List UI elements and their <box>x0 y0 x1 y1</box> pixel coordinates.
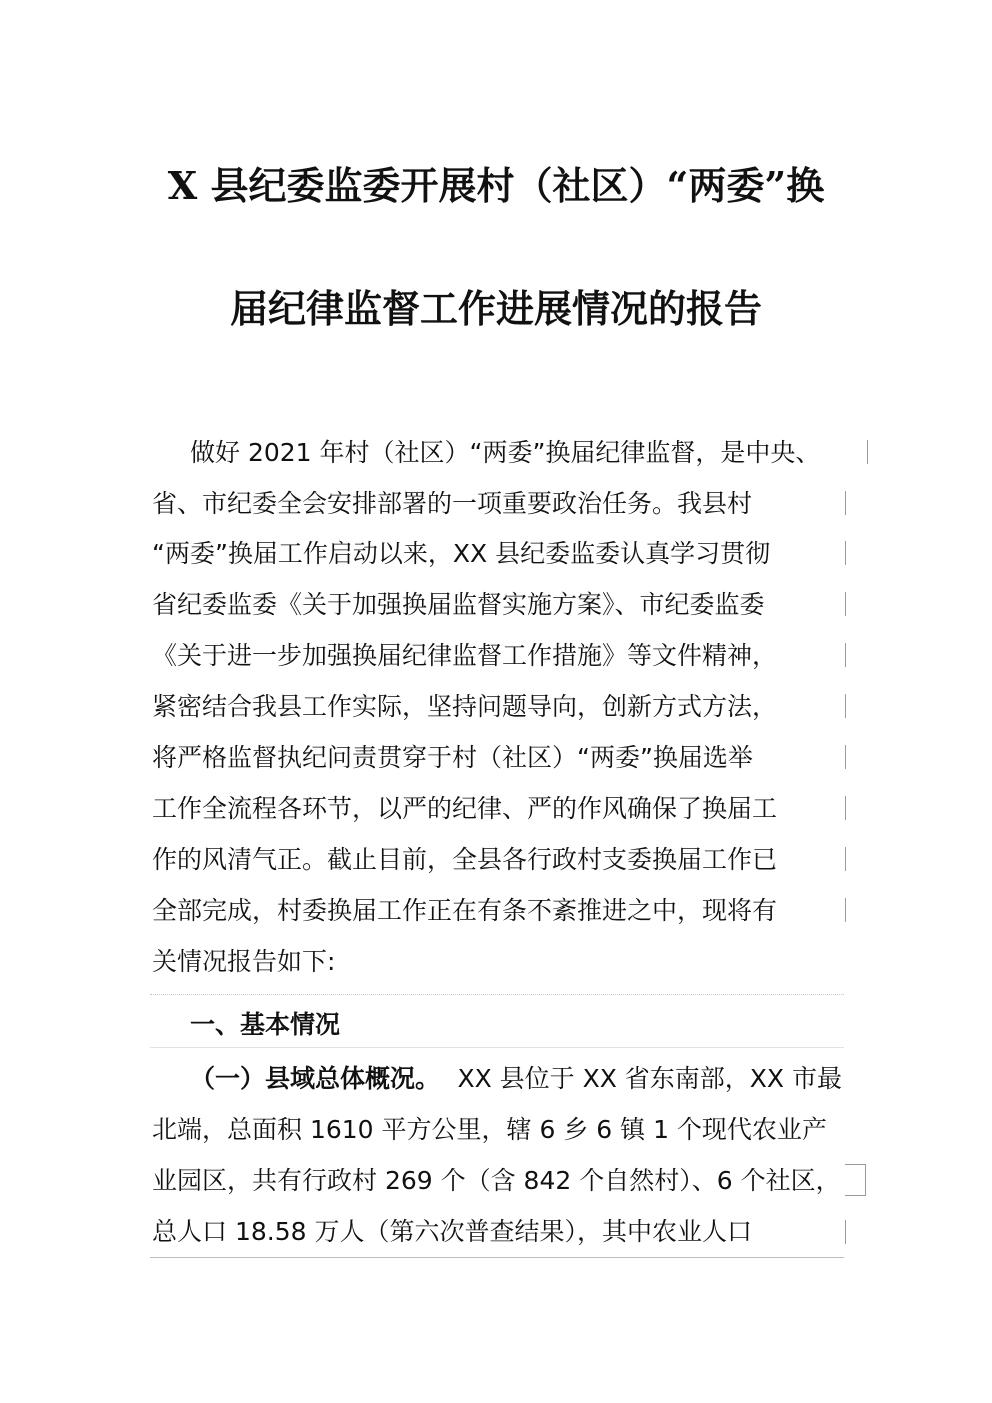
paragraph-line: 北端，总面积 1610 平方公里，辖 6 乡 6 镇 1 个现代农业产 <box>152 1115 827 1144</box>
paragraph-line: 总人口 18.58 万人（第六次普查结果），其中农业人口 <box>152 1217 752 1246</box>
paragraph-line: 业园区，共有行政村 269 个（含 842 个自然村）、6 个社区， <box>152 1166 841 1195</box>
paragraph-line: 省、市纪委全会安排部署的一项重要政治任务。我县村 <box>152 489 753 518</box>
paragraph-line: 工作全流程各环节，以严的纪律、严的作风确保了换届工 <box>152 794 778 823</box>
paragraph-line: 作的风清气正。截止目前，全县各行政村支委换届工作已 <box>152 845 778 874</box>
margin-mark <box>845 694 846 718</box>
paragraph-line: 省纪委监委《关于加强换届监督实施方案》、市纪委监委 <box>152 590 765 619</box>
margin-mark <box>845 1164 866 1196</box>
subsection-label: （一）县域总体概况。 <box>190 1064 441 1093</box>
margin-mark <box>867 440 868 464</box>
margin-mark <box>845 796 846 820</box>
subsection-first-line <box>190 1062 842 1096</box>
margin-mark <box>845 847 846 871</box>
paragraph-line: 将严格监督执纪问责贯穿于村（社区）“两委”换届选举 <box>152 743 753 772</box>
document-title-line-2: 届纪律监督工作进展情况的报告 <box>229 286 762 331</box>
margin-mark <box>845 491 846 515</box>
margin-mark <box>845 745 846 769</box>
paragraph-line: “两委”换届工作启动以来，XX 县纪委监委认真学习贯彻 <box>152 539 771 568</box>
margin-mark <box>845 1220 846 1244</box>
margin-mark <box>845 541 846 565</box>
paragraph-line: 全部完成，村委换届工作正在有条不紊推进之中，现将有 <box>152 896 778 925</box>
paragraph-boundary <box>150 1047 844 1048</box>
margin-mark <box>845 898 846 922</box>
margin-mark <box>845 592 846 616</box>
document-title-line-1: X 县纪委监委开展村（社区）“两委”换 <box>167 163 825 208</box>
paragraph-line: 做好 2021 年村（社区）“两委”换届纪律监督，是中央、 <box>190 438 821 467</box>
paragraph-line: XX 县位于 XX 省东南部，XX 市最 <box>457 1064 842 1093</box>
paragraph-line: 紧密结合我县工作实际，坚持问题导向，创新方式方法， <box>152 692 778 721</box>
margin-mark <box>845 643 846 667</box>
paragraph-line: 关情况报告如下: <box>152 947 336 976</box>
section-heading: 一、基本情况 <box>190 1010 341 1039</box>
paragraph-boundary <box>150 1257 844 1258</box>
paragraph-boundary <box>150 994 844 995</box>
paragraph-line: 《关于进一步加强换届纪律监督工作措施》等文件精神， <box>152 641 778 670</box>
